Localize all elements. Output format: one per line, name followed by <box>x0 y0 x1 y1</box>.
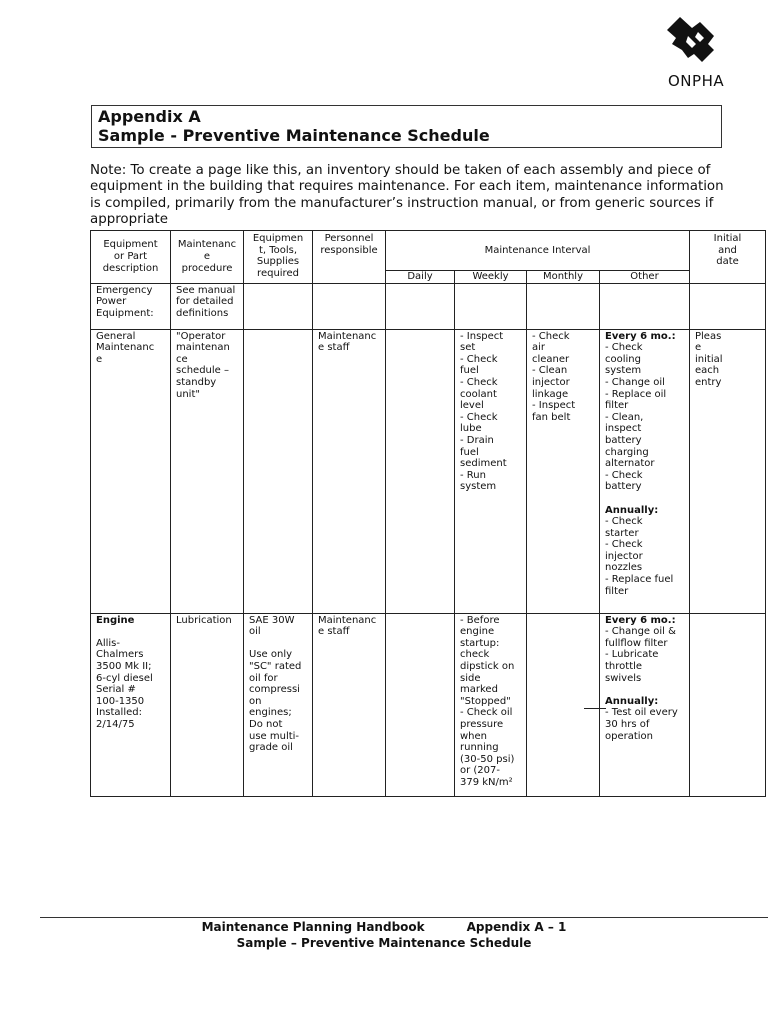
cell-line: oil for <box>249 672 278 684</box>
row1-daily <box>386 283 455 329</box>
footer-line-2: Sample – Preventive Maintenance Schedule <box>236 936 532 950</box>
cell-line: Power <box>96 296 127 308</box>
row3-other-6mo-list <box>605 626 687 684</box>
cell-line: grade oil <box>249 742 293 754</box>
cell-line: coolant <box>460 388 497 400</box>
cell-line: See manual <box>176 284 236 296</box>
cell-line: Maintenanc <box>318 614 377 626</box>
table-row <box>91 329 766 613</box>
cell-line: - Check <box>605 342 643 354</box>
cell-line: engines; <box>249 707 292 719</box>
row3-other-annual-list <box>605 707 687 742</box>
cell-line: fuel <box>460 446 479 458</box>
row3-other-heading-6mo: Every 6 mo.: <box>605 614 676 626</box>
cell-line: sediment <box>460 458 507 470</box>
cell-line: fuel <box>460 365 479 377</box>
cell-line: - Replace oil <box>605 388 667 400</box>
footer-divider <box>40 917 768 918</box>
cell-line: running <box>460 742 499 754</box>
appendix-title: Appendix A <box>98 107 201 126</box>
row3-personnel <box>313 613 386 796</box>
cell-line: charging <box>605 446 649 458</box>
cell-line: fan belt <box>532 411 571 423</box>
cell-line: cooling <box>605 353 641 365</box>
cell-line: Equipment <box>103 239 158 251</box>
cell-line: lube <box>460 423 482 435</box>
row2-initial <box>690 329 766 613</box>
cell-line: "Stopped" <box>460 695 511 707</box>
row2-equipment <box>91 329 171 613</box>
cell-line: injector <box>605 550 643 562</box>
cell-line: starter <box>605 527 639 539</box>
cell-line: system <box>460 481 497 493</box>
row2-weekly <box>455 329 527 613</box>
cell-line: throttle <box>605 660 643 672</box>
cell-line: battery <box>605 434 642 446</box>
cell-line: description <box>102 262 159 274</box>
cell-line: - Check <box>605 469 643 481</box>
row2-tools <box>244 329 313 613</box>
cell-line: ce <box>176 353 188 365</box>
cell-line: 2/14/75 <box>96 718 135 730</box>
cell-line: operation <box>605 730 654 742</box>
row3-tools-note <box>249 649 310 753</box>
cell-line: Personnel <box>324 233 374 244</box>
title-box <box>91 105 722 148</box>
header-initial <box>690 231 766 284</box>
cell-line: 3500 Mk II; <box>96 660 152 672</box>
cell-line: standby <box>176 376 217 388</box>
cell-line: Maintenanc <box>96 342 155 354</box>
cell-line: injector <box>532 376 570 388</box>
maintenance-schedule-table <box>90 230 766 797</box>
cell-line: - Clean <box>532 365 568 377</box>
note-paragraph: Note: To create a page like this, an inventory should be taken of each assembly and piece of equipment in the building that requires maintenance. For each item, maintenance information is compiled, primarily from the manufacturer’s instruction manual, or from generic sources if appropriate <box>90 163 724 228</box>
cell-line: entry <box>695 376 722 388</box>
row3-equipment <box>91 613 171 796</box>
row2-monthly <box>527 329 600 613</box>
cell-line: nozzles <box>605 562 643 574</box>
cell-line: battery <box>605 481 642 493</box>
cell-line: maintenan <box>176 342 230 354</box>
row3-equipment-title: Engine <box>96 614 135 626</box>
cell-line: system <box>605 365 642 377</box>
cell-line: e <box>203 251 211 262</box>
cell-line: Allis- <box>96 637 120 649</box>
cell-line: - Test oil every <box>605 707 678 719</box>
row1-personnel <box>313 283 386 329</box>
cell-line: - Before <box>460 614 500 626</box>
cell-line: compressi <box>249 684 300 696</box>
cell-line: Equipment: <box>96 307 154 319</box>
cell-line: on <box>249 695 262 707</box>
cell-line: Emergency <box>96 284 153 296</box>
header-equipment <box>91 231 171 284</box>
cell-line: SAE 30W <box>249 614 295 626</box>
row2-procedure <box>171 329 244 613</box>
cell-line: - Run <box>460 469 486 481</box>
row3-other <box>600 613 690 796</box>
cell-line: each <box>695 365 720 377</box>
row2-personnel <box>313 329 386 613</box>
row3-daily <box>386 613 455 796</box>
cell-line: - Inspect <box>532 400 576 412</box>
row3-weekly <box>455 613 527 796</box>
cell-line: Initial <box>713 233 742 244</box>
cell-line: cleaner <box>532 353 570 365</box>
cell-line: Maintenanc <box>318 330 377 342</box>
header-interval: Maintenance Interval <box>386 231 690 271</box>
cell-line: and <box>718 244 737 256</box>
cell-line: - Replace fuel <box>605 574 674 586</box>
row2-other-6mo-list <box>605 342 687 493</box>
cell-line: Maintenanc <box>177 239 237 251</box>
cell-line: pressure <box>460 718 504 730</box>
cell-line: for detailed <box>176 296 234 308</box>
header-monthly: Monthly <box>527 271 600 284</box>
row2-daily <box>386 329 455 613</box>
row1-procedure <box>171 283 244 329</box>
cell-line: use multi- <box>249 730 300 742</box>
cell-line: Use only <box>249 649 293 661</box>
cell-line: date <box>716 256 739 268</box>
cell-line: - Check <box>460 376 498 388</box>
row1-other <box>600 283 690 329</box>
cell-line: 100-1350 <box>96 695 145 707</box>
cell-line: e staff <box>318 626 350 638</box>
cell-line: side <box>460 672 481 684</box>
row1-weekly <box>455 283 527 329</box>
cell-line: responsible <box>320 244 378 256</box>
row2-other-heading-annual: Annually: <box>605 504 659 516</box>
cell-line: - Clean, <box>605 411 644 423</box>
cell-line: linkage <box>532 388 569 400</box>
cell-line: unit" <box>176 388 200 400</box>
cell-line: initial <box>695 353 723 365</box>
cell-line: - Change oil & <box>605 626 676 638</box>
cell-line: engine <box>460 626 495 638</box>
row2-other <box>600 329 690 613</box>
cell-line: inspect <box>605 423 642 435</box>
logo-text: ONPHA <box>668 72 725 90</box>
cell-line: "Operator <box>176 330 226 342</box>
page-title: Sample - Preventive Maintenance Schedule <box>98 126 490 145</box>
cell-line: required <box>257 267 299 279</box>
cell-line: Pleas <box>695 330 722 342</box>
cell-line: - Change oil <box>605 376 665 388</box>
cell-line: oil <box>249 626 261 638</box>
cell-line: - Check oil <box>460 707 513 719</box>
row1-equipment <box>91 283 171 329</box>
row3-tools <box>244 613 313 796</box>
cell-line: (30-50 psi) <box>460 753 515 765</box>
cell-line: procedure <box>181 262 233 274</box>
cell-line: - Lubricate <box>605 649 659 661</box>
cell-line: - Check <box>605 539 643 551</box>
cell-line: fullflow filter <box>605 637 668 649</box>
cell-line: e staff <box>318 342 350 354</box>
cell-line: 379 kN/m² <box>460 776 513 788</box>
cell-line: alternator <box>605 458 655 470</box>
row2-other-heading-6mo: Every 6 mo.: <box>605 330 676 342</box>
cell-line: General <box>96 330 136 342</box>
cell-line: "SC" rated <box>249 660 302 672</box>
cell-line: Chalmers <box>96 649 144 661</box>
header-daily: Daily <box>386 271 455 284</box>
cell-line: 30 hrs of <box>605 718 650 730</box>
cell-line: 6-cyl diesel <box>96 672 153 684</box>
row3-procedure: Lubrication <box>171 613 244 796</box>
cell-line: Installed: <box>96 707 142 719</box>
cell-line: set <box>460 342 476 354</box>
cell-line: level <box>460 400 484 412</box>
cell-line: or Part <box>113 251 148 262</box>
cell-line: - Drain <box>460 434 494 446</box>
onpha-logo-icon <box>662 14 722 66</box>
cell-line: startup: <box>460 637 500 649</box>
cell-line: Serial # <box>96 684 136 696</box>
cell-line: - Check <box>460 353 498 365</box>
margin-mark <box>584 708 606 709</box>
cell-line: filter <box>605 400 629 412</box>
cell-line: swivels <box>605 672 642 684</box>
cell-line: marked <box>460 684 498 696</box>
footer-page-number: Appendix A – 1 <box>466 920 567 934</box>
header-tools <box>244 231 313 284</box>
header-personnel <box>313 231 386 284</box>
cell-line: Supplies <box>256 256 300 268</box>
row3-tools-oil <box>249 615 310 638</box>
cell-line: definitions <box>176 307 229 319</box>
cell-line: Do not <box>249 718 283 730</box>
cell-line: when <box>460 730 488 742</box>
row1-tools <box>244 283 313 329</box>
table-row <box>91 613 766 796</box>
row3-initial <box>690 613 766 796</box>
row3-other-heading-annual: Annually: <box>605 695 659 707</box>
header-procedure <box>171 231 244 284</box>
table-row <box>91 283 766 329</box>
cell-line: Equipmen <box>252 233 304 244</box>
cell-line: e <box>96 353 103 365</box>
row3-equipment-details <box>96 638 168 731</box>
header-weekly: Weekly <box>455 271 527 284</box>
row1-initial <box>690 283 766 329</box>
cell-line: or (207- <box>460 765 501 777</box>
footer-line-1 <box>0 920 768 934</box>
cell-line: check <box>460 649 490 661</box>
footer-handbook-title: Maintenance Planning Handbook <box>201 920 425 934</box>
cell-line: schedule – <box>176 365 229 377</box>
header-other: Other <box>600 271 690 284</box>
cell-line: - Inspect <box>460 330 504 342</box>
cell-line: t, Tools, <box>258 244 298 256</box>
row3-monthly <box>527 613 600 796</box>
cell-line: filter <box>605 585 629 597</box>
cell-line: - Check <box>605 516 643 528</box>
cell-line: air <box>532 342 546 354</box>
onpha-logo <box>640 14 750 94</box>
cell-line: - Check <box>532 330 570 342</box>
cell-line: dipstick on <box>460 660 515 672</box>
row1-monthly <box>527 283 600 329</box>
row2-other-annual-list <box>605 516 687 597</box>
cell-line: - Check <box>460 411 498 423</box>
cell-line: e <box>695 342 702 354</box>
